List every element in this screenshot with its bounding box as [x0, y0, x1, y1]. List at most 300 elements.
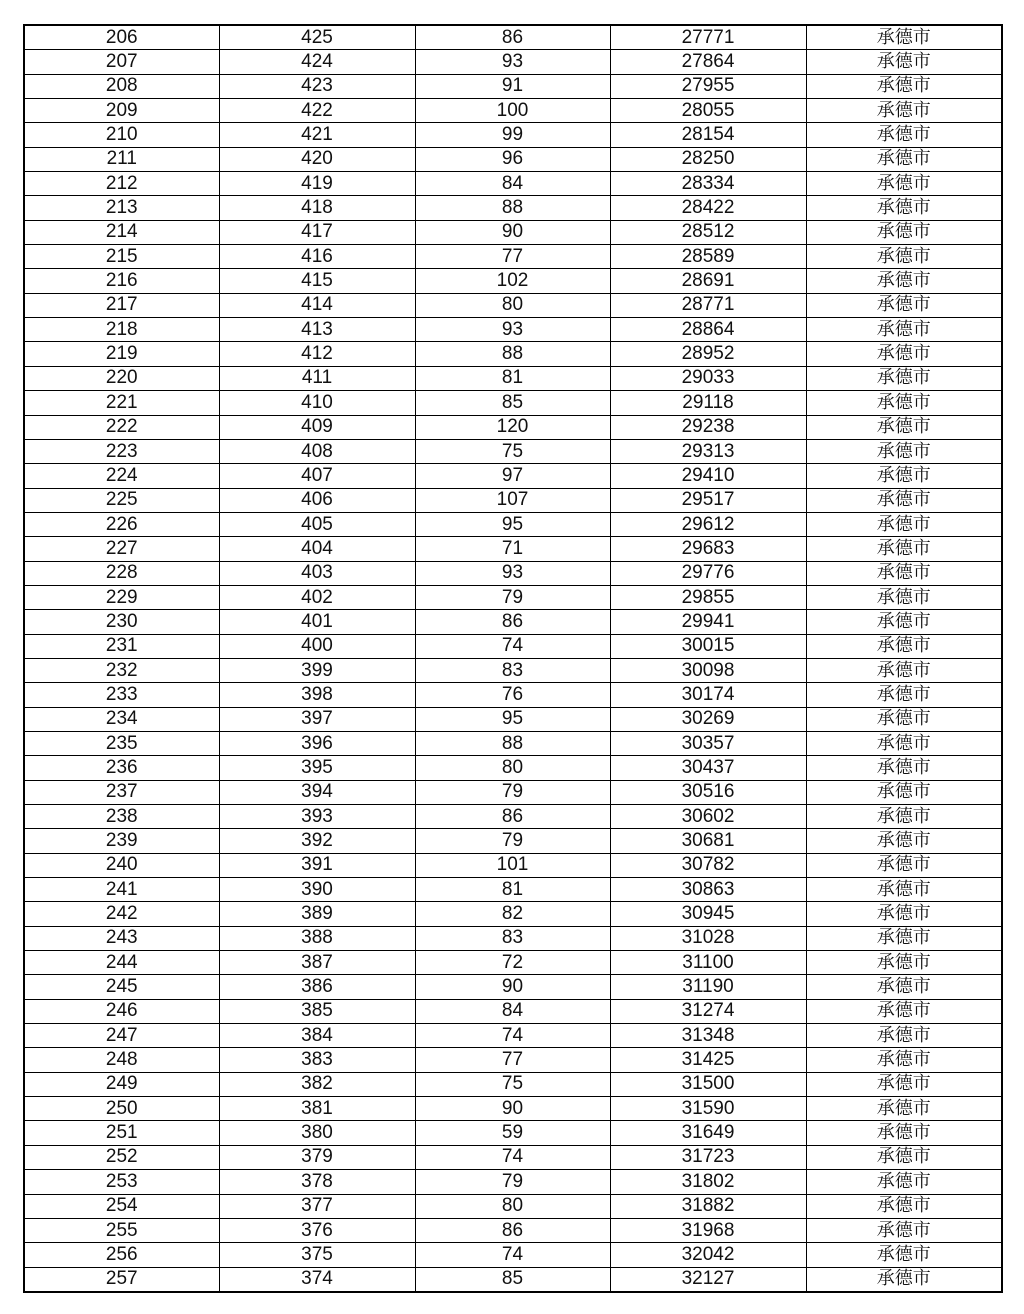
row-index-cell: 229 — [24, 585, 219, 609]
city-cell: 承德市 — [806, 683, 1002, 707]
cumulative-count-cell: 30945 — [610, 902, 806, 926]
cumulative-count-cell: 28154 — [610, 123, 806, 147]
count-cell: 79 — [415, 585, 610, 609]
cumulative-count-cell: 30437 — [610, 756, 806, 780]
city-cell: 承德市 — [806, 780, 1002, 804]
cumulative-count-cell: 31649 — [610, 1121, 806, 1145]
score-cell: 393 — [219, 805, 415, 829]
cumulative-count-cell: 29033 — [610, 366, 806, 390]
cumulative-count-cell: 31425 — [610, 1048, 806, 1072]
city-cell: 承德市 — [806, 585, 1002, 609]
row-index-cell: 216 — [24, 269, 219, 293]
cumulative-count-cell: 29776 — [610, 561, 806, 585]
score-cell: 409 — [219, 415, 415, 439]
count-cell: 59 — [415, 1121, 610, 1145]
cumulative-count-cell: 28512 — [610, 220, 806, 244]
score-cell: 422 — [219, 99, 415, 123]
count-cell: 75 — [415, 439, 610, 463]
table-row — [24, 999, 1002, 1023]
city-cell: 承德市 — [806, 74, 1002, 98]
city-cell: 承德市 — [806, 1072, 1002, 1096]
row-index-cell: 239 — [24, 829, 219, 853]
city-cell: 承德市 — [806, 293, 1002, 317]
cumulative-count-cell: 30015 — [610, 634, 806, 658]
row-index-cell: 220 — [24, 366, 219, 390]
table-row — [24, 123, 1002, 147]
cumulative-count-cell: 28055 — [610, 99, 806, 123]
cumulative-count-cell: 32127 — [610, 1267, 806, 1292]
city-cell: 承德市 — [806, 634, 1002, 658]
row-index-cell: 244 — [24, 951, 219, 975]
city-cell: 承德市 — [806, 975, 1002, 999]
cumulative-count-cell: 29238 — [610, 415, 806, 439]
city-cell: 承德市 — [806, 391, 1002, 415]
count-cell: 95 — [415, 512, 610, 536]
table-row — [24, 1243, 1002, 1267]
city-cell: 承德市 — [806, 342, 1002, 366]
score-cell: 394 — [219, 780, 415, 804]
cumulative-count-cell: 29612 — [610, 512, 806, 536]
score-cell: 392 — [219, 829, 415, 853]
score-cell: 386 — [219, 975, 415, 999]
cumulative-count-cell: 28691 — [610, 269, 806, 293]
row-index-cell: 208 — [24, 74, 219, 98]
count-cell: 95 — [415, 707, 610, 731]
cumulative-count-cell: 28334 — [610, 172, 806, 196]
count-cell: 88 — [415, 196, 610, 220]
row-index-cell: 213 — [24, 196, 219, 220]
count-cell: 79 — [415, 1170, 610, 1194]
table-row — [24, 512, 1002, 536]
table-row — [24, 634, 1002, 658]
count-cell: 96 — [415, 147, 610, 171]
row-index-cell: 230 — [24, 610, 219, 634]
count-cell: 85 — [415, 391, 610, 415]
cumulative-count-cell: 28250 — [610, 147, 806, 171]
table-row — [24, 1194, 1002, 1218]
cumulative-count-cell: 30174 — [610, 683, 806, 707]
row-index-cell: 212 — [24, 172, 219, 196]
table-row — [24, 1145, 1002, 1169]
row-index-cell: 209 — [24, 99, 219, 123]
score-cell: 381 — [219, 1097, 415, 1121]
count-cell: 84 — [415, 999, 610, 1023]
score-cell: 378 — [219, 1170, 415, 1194]
score-table — [23, 24, 1003, 1293]
cumulative-count-cell: 30681 — [610, 829, 806, 853]
city-cell: 承德市 — [806, 99, 1002, 123]
score-cell: 419 — [219, 172, 415, 196]
count-cell: 83 — [415, 926, 610, 950]
city-cell: 承德市 — [806, 1243, 1002, 1267]
table-row — [24, 439, 1002, 463]
city-cell: 承德市 — [806, 878, 1002, 902]
count-cell: 88 — [415, 731, 610, 755]
city-cell: 承德市 — [806, 999, 1002, 1023]
table-row — [24, 318, 1002, 342]
score-cell: 424 — [219, 50, 415, 74]
count-cell: 86 — [415, 25, 610, 50]
score-cell: 408 — [219, 439, 415, 463]
score-cell: 383 — [219, 1048, 415, 1072]
cumulative-count-cell: 27955 — [610, 74, 806, 98]
table-row — [24, 610, 1002, 634]
row-index-cell: 245 — [24, 975, 219, 999]
score-cell: 377 — [219, 1194, 415, 1218]
table-row — [24, 829, 1002, 853]
cumulative-count-cell: 30602 — [610, 805, 806, 829]
count-cell: 83 — [415, 658, 610, 682]
table-row — [24, 220, 1002, 244]
cumulative-count-cell: 28771 — [610, 293, 806, 317]
count-cell: 85 — [415, 1267, 610, 1292]
table-row — [24, 269, 1002, 293]
table-row — [24, 658, 1002, 682]
city-cell: 承德市 — [806, 853, 1002, 877]
count-cell: 99 — [415, 123, 610, 147]
city-cell: 承德市 — [806, 196, 1002, 220]
cumulative-count-cell: 27771 — [610, 25, 806, 50]
score-cell: 380 — [219, 1121, 415, 1145]
row-index-cell: 231 — [24, 634, 219, 658]
table-row — [24, 683, 1002, 707]
count-cell: 90 — [415, 220, 610, 244]
score-cell: 404 — [219, 537, 415, 561]
count-cell: 80 — [415, 1194, 610, 1218]
table-row — [24, 853, 1002, 877]
count-cell: 75 — [415, 1072, 610, 1096]
count-cell: 77 — [415, 245, 610, 269]
count-cell: 74 — [415, 1243, 610, 1267]
table-row — [24, 245, 1002, 269]
score-cell: 416 — [219, 245, 415, 269]
row-index-cell: 240 — [24, 853, 219, 877]
table-row — [24, 805, 1002, 829]
score-cell: 385 — [219, 999, 415, 1023]
cumulative-count-cell: 28952 — [610, 342, 806, 366]
score-cell: 412 — [219, 342, 415, 366]
city-cell: 承德市 — [806, 25, 1002, 50]
cumulative-count-cell: 29941 — [610, 610, 806, 634]
score-cell: 382 — [219, 1072, 415, 1096]
cumulative-count-cell: 32042 — [610, 1243, 806, 1267]
table-row — [24, 926, 1002, 950]
row-index-cell: 242 — [24, 902, 219, 926]
cumulative-count-cell: 29410 — [610, 464, 806, 488]
row-index-cell: 234 — [24, 707, 219, 731]
count-cell: 100 — [415, 99, 610, 123]
table-row — [24, 585, 1002, 609]
city-cell: 承德市 — [806, 512, 1002, 536]
table-row — [24, 464, 1002, 488]
table-row — [24, 147, 1002, 171]
row-index-cell: 253 — [24, 1170, 219, 1194]
table-row — [24, 74, 1002, 98]
cumulative-count-cell: 31968 — [610, 1218, 806, 1242]
row-index-cell: 226 — [24, 512, 219, 536]
table-row — [24, 1121, 1002, 1145]
row-index-cell: 257 — [24, 1267, 219, 1292]
count-cell: 93 — [415, 561, 610, 585]
cumulative-count-cell: 28864 — [610, 318, 806, 342]
table-row — [24, 1218, 1002, 1242]
row-index-cell: 222 — [24, 415, 219, 439]
table-row — [24, 878, 1002, 902]
row-index-cell: 248 — [24, 1048, 219, 1072]
row-index-cell: 211 — [24, 147, 219, 171]
row-index-cell: 224 — [24, 464, 219, 488]
score-cell: 421 — [219, 123, 415, 147]
row-index-cell: 251 — [24, 1121, 219, 1145]
count-cell: 81 — [415, 366, 610, 390]
table-row — [24, 99, 1002, 123]
cumulative-count-cell: 30357 — [610, 731, 806, 755]
row-index-cell: 214 — [24, 220, 219, 244]
table-row — [24, 50, 1002, 74]
city-cell: 承德市 — [806, 1218, 1002, 1242]
score-cell: 387 — [219, 951, 415, 975]
score-cell: 417 — [219, 220, 415, 244]
city-cell: 承德市 — [806, 220, 1002, 244]
score-cell: 391 — [219, 853, 415, 877]
score-table-body — [24, 25, 1002, 1292]
table-row — [24, 488, 1002, 512]
row-index-cell: 223 — [24, 439, 219, 463]
count-cell: 90 — [415, 1097, 610, 1121]
city-cell: 承德市 — [806, 805, 1002, 829]
table-row — [24, 780, 1002, 804]
score-cell: 406 — [219, 488, 415, 512]
row-index-cell: 256 — [24, 1243, 219, 1267]
city-cell: 承德市 — [806, 147, 1002, 171]
cumulative-count-cell: 28589 — [610, 245, 806, 269]
table-row — [24, 366, 1002, 390]
row-index-cell: 215 — [24, 245, 219, 269]
score-cell: 395 — [219, 756, 415, 780]
table-row — [24, 1267, 1002, 1292]
count-cell: 72 — [415, 951, 610, 975]
city-cell: 承德市 — [806, 731, 1002, 755]
count-cell: 79 — [415, 829, 610, 853]
cumulative-count-cell: 30863 — [610, 878, 806, 902]
cumulative-count-cell: 31190 — [610, 975, 806, 999]
score-cell: 411 — [219, 366, 415, 390]
cumulative-count-cell: 31590 — [610, 1097, 806, 1121]
score-cell: 425 — [219, 25, 415, 50]
cumulative-count-cell: 31348 — [610, 1024, 806, 1048]
count-cell: 74 — [415, 1024, 610, 1048]
city-cell: 承德市 — [806, 561, 1002, 585]
score-cell: 403 — [219, 561, 415, 585]
row-index-cell: 217 — [24, 293, 219, 317]
count-cell: 102 — [415, 269, 610, 293]
row-index-cell: 221 — [24, 391, 219, 415]
table-row — [24, 975, 1002, 999]
score-cell: 374 — [219, 1267, 415, 1292]
row-index-cell: 247 — [24, 1024, 219, 1048]
city-cell: 承德市 — [806, 1194, 1002, 1218]
score-cell: 418 — [219, 196, 415, 220]
cumulative-count-cell: 29313 — [610, 439, 806, 463]
row-index-cell: 228 — [24, 561, 219, 585]
count-cell: 81 — [415, 878, 610, 902]
score-cell: 401 — [219, 610, 415, 634]
city-cell: 承德市 — [806, 1097, 1002, 1121]
score-cell: 413 — [219, 318, 415, 342]
table-row — [24, 731, 1002, 755]
city-cell: 承德市 — [806, 1145, 1002, 1169]
cumulative-count-cell: 31274 — [610, 999, 806, 1023]
count-cell: 71 — [415, 537, 610, 561]
city-cell: 承德市 — [806, 1267, 1002, 1292]
count-cell: 80 — [415, 756, 610, 780]
row-index-cell: 237 — [24, 780, 219, 804]
score-cell: 410 — [219, 391, 415, 415]
count-cell: 79 — [415, 780, 610, 804]
city-cell: 承德市 — [806, 1048, 1002, 1072]
score-cell: 405 — [219, 512, 415, 536]
score-cell: 414 — [219, 293, 415, 317]
count-cell: 84 — [415, 172, 610, 196]
row-index-cell: 238 — [24, 805, 219, 829]
table-row — [24, 561, 1002, 585]
cumulative-count-cell: 30098 — [610, 658, 806, 682]
count-cell: 74 — [415, 634, 610, 658]
score-cell: 389 — [219, 902, 415, 926]
score-cell: 400 — [219, 634, 415, 658]
city-cell: 承德市 — [806, 926, 1002, 950]
row-index-cell: 232 — [24, 658, 219, 682]
row-index-cell: 219 — [24, 342, 219, 366]
count-cell: 80 — [415, 293, 610, 317]
city-cell: 承德市 — [806, 537, 1002, 561]
row-index-cell: 252 — [24, 1145, 219, 1169]
count-cell: 74 — [415, 1145, 610, 1169]
cumulative-count-cell: 30516 — [610, 780, 806, 804]
score-cell: 396 — [219, 731, 415, 755]
cumulative-count-cell: 31723 — [610, 1145, 806, 1169]
city-cell: 承德市 — [806, 610, 1002, 634]
score-cell: 399 — [219, 658, 415, 682]
count-cell: 86 — [415, 610, 610, 634]
cumulative-count-cell: 29683 — [610, 537, 806, 561]
cumulative-count-cell: 30782 — [610, 853, 806, 877]
cumulative-count-cell: 31500 — [610, 1072, 806, 1096]
count-cell: 90 — [415, 975, 610, 999]
table-row — [24, 1072, 1002, 1096]
table-row — [24, 1024, 1002, 1048]
cumulative-count-cell: 31028 — [610, 926, 806, 950]
score-cell: 423 — [219, 74, 415, 98]
city-cell: 承德市 — [806, 366, 1002, 390]
row-index-cell: 255 — [24, 1218, 219, 1242]
count-cell: 88 — [415, 342, 610, 366]
row-index-cell: 246 — [24, 999, 219, 1023]
score-cell: 407 — [219, 464, 415, 488]
cumulative-count-cell: 28422 — [610, 196, 806, 220]
row-index-cell: 249 — [24, 1072, 219, 1096]
score-cell: 390 — [219, 878, 415, 902]
score-cell: 420 — [219, 147, 415, 171]
row-index-cell: 233 — [24, 683, 219, 707]
table-row — [24, 1048, 1002, 1072]
table-row — [24, 293, 1002, 317]
row-index-cell: 254 — [24, 1194, 219, 1218]
count-cell: 93 — [415, 50, 610, 74]
city-cell: 承德市 — [806, 902, 1002, 926]
count-cell: 101 — [415, 853, 610, 877]
cumulative-count-cell: 27864 — [610, 50, 806, 74]
city-cell: 承德市 — [806, 1170, 1002, 1194]
city-cell: 承德市 — [806, 439, 1002, 463]
table-row — [24, 756, 1002, 780]
score-cell: 402 — [219, 585, 415, 609]
row-index-cell: 225 — [24, 488, 219, 512]
city-cell: 承德市 — [806, 50, 1002, 74]
count-cell: 76 — [415, 683, 610, 707]
count-cell: 77 — [415, 1048, 610, 1072]
table-row — [24, 172, 1002, 196]
city-cell: 承德市 — [806, 951, 1002, 975]
row-index-cell: 243 — [24, 926, 219, 950]
city-cell: 承德市 — [806, 318, 1002, 342]
score-cell: 375 — [219, 1243, 415, 1267]
cumulative-count-cell: 29118 — [610, 391, 806, 415]
city-cell: 承德市 — [806, 488, 1002, 512]
count-cell: 86 — [415, 1218, 610, 1242]
row-index-cell: 241 — [24, 878, 219, 902]
table-row — [24, 196, 1002, 220]
city-cell: 承德市 — [806, 829, 1002, 853]
city-cell: 承德市 — [806, 464, 1002, 488]
table-row — [24, 1170, 1002, 1194]
row-index-cell: 250 — [24, 1097, 219, 1121]
row-index-cell: 210 — [24, 123, 219, 147]
score-cell: 388 — [219, 926, 415, 950]
score-cell: 415 — [219, 269, 415, 293]
count-cell: 97 — [415, 464, 610, 488]
cumulative-count-cell: 31802 — [610, 1170, 806, 1194]
table-row — [24, 342, 1002, 366]
count-cell: 82 — [415, 902, 610, 926]
cumulative-count-cell: 31882 — [610, 1194, 806, 1218]
table-row — [24, 25, 1002, 50]
city-cell: 承德市 — [806, 707, 1002, 731]
score-cell: 384 — [219, 1024, 415, 1048]
city-cell: 承德市 — [806, 1024, 1002, 1048]
table-row — [24, 537, 1002, 561]
row-index-cell: 207 — [24, 50, 219, 74]
city-cell: 承德市 — [806, 658, 1002, 682]
score-cell: 376 — [219, 1218, 415, 1242]
table-row — [24, 951, 1002, 975]
row-index-cell: 235 — [24, 731, 219, 755]
city-cell: 承德市 — [806, 269, 1002, 293]
cumulative-count-cell: 29517 — [610, 488, 806, 512]
city-cell: 承德市 — [806, 1121, 1002, 1145]
table-row — [24, 902, 1002, 926]
row-index-cell: 206 — [24, 25, 219, 50]
city-cell: 承德市 — [806, 415, 1002, 439]
city-cell: 承德市 — [806, 245, 1002, 269]
score-cell: 398 — [219, 683, 415, 707]
row-index-cell: 227 — [24, 537, 219, 561]
count-cell: 120 — [415, 415, 610, 439]
count-cell: 107 — [415, 488, 610, 512]
count-cell: 93 — [415, 318, 610, 342]
table-row — [24, 391, 1002, 415]
row-index-cell: 236 — [24, 756, 219, 780]
